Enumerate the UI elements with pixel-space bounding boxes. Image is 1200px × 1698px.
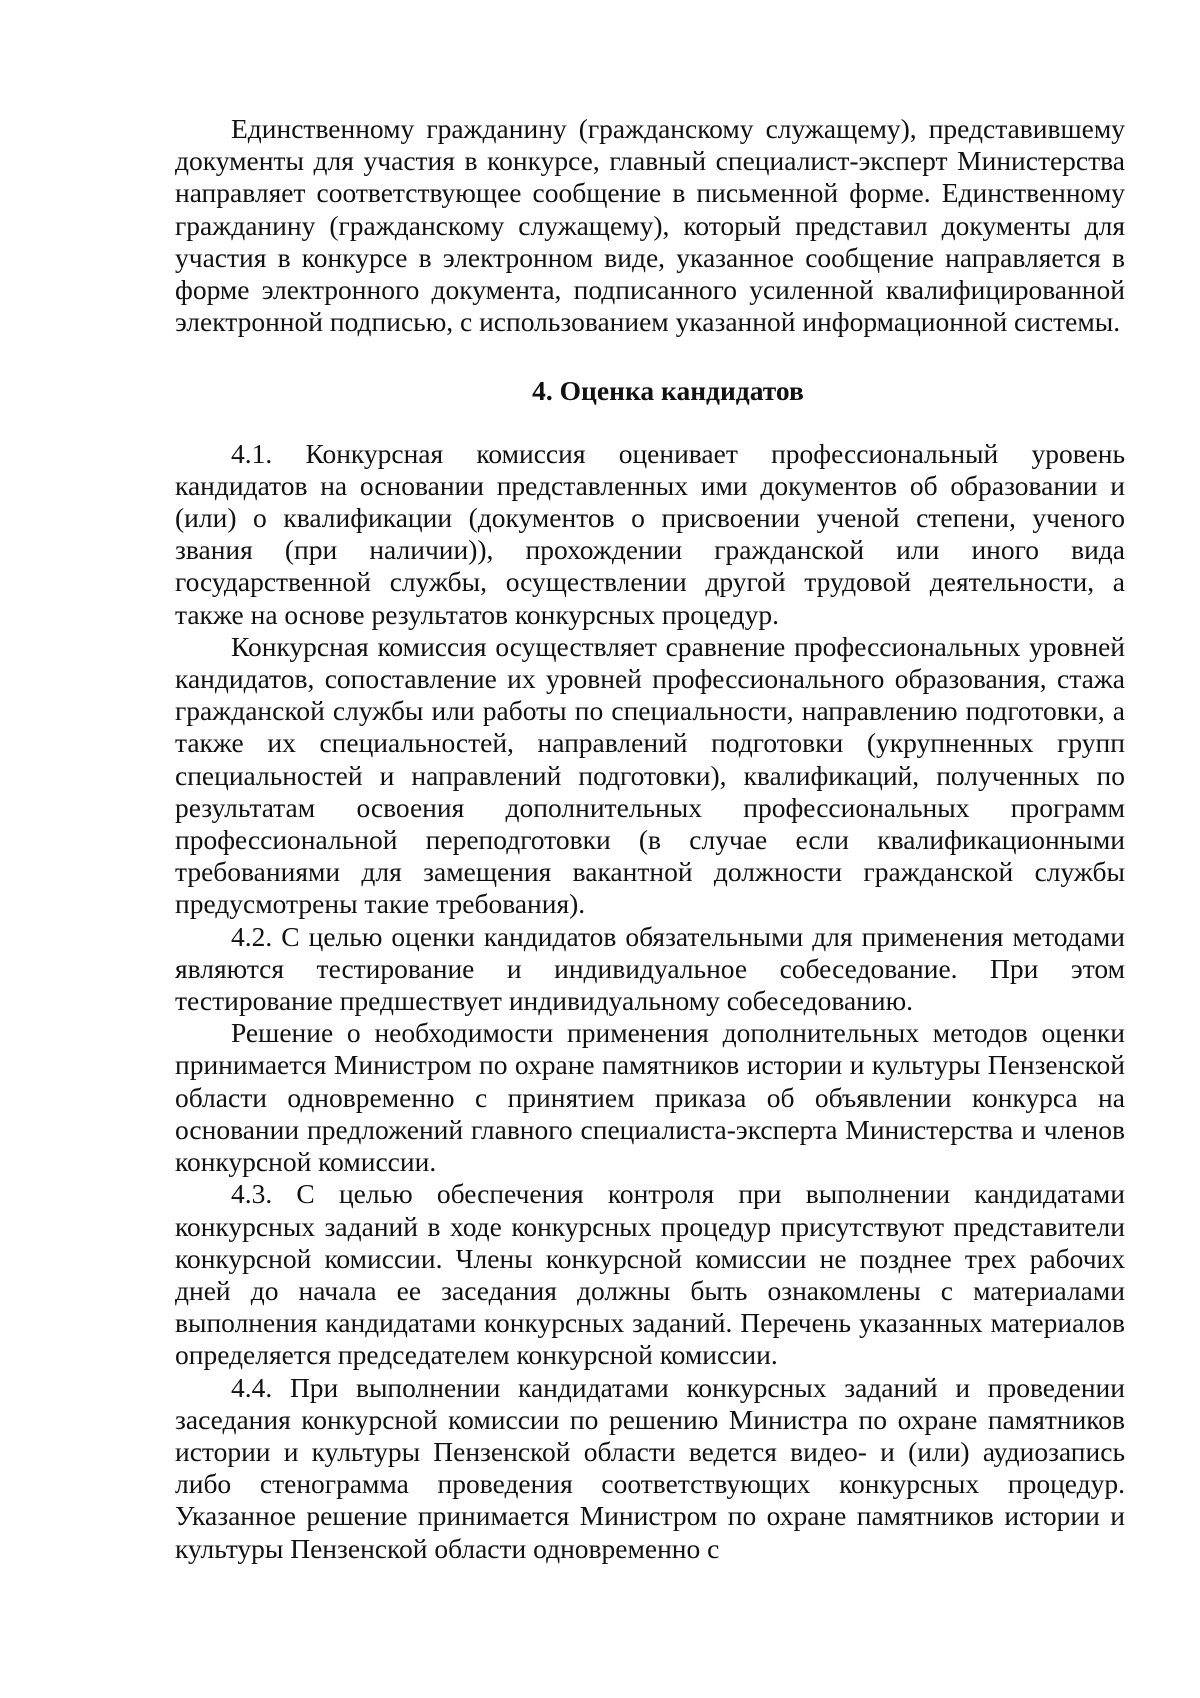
paragraph-4-1: 4.1. Конкурсная комиссия оценивает профессиональный уровень кандидатов на основании представленных ими документов об образовании и (или) о квалификации (документов о присвоении ученой степени, ученого звания (при наличии)), прохождении гражданской или иного вида государственной службы, осуществлении другой трудовой деятельности, а также на основе результатов конкурсных процедур. bbox=[175, 437, 1125, 630]
paragraph-4-3: 4.3. С целью обеспечения контроля при выполнении кандидатами конкурсных заданий в ходе конкурсных процедур присутствуют представители конкурсной комиссии. Члены конкурсной комиссии не позднее трех рабочих дней до начала ее заседания должны быть ознакомлены с материалами выполнения кандидатами конкурсных заданий. Перечень указанных материалов определяется председателем конкурсной комиссии. bbox=[175, 1178, 1125, 1371]
intro-paragraph: Единственному гражданину (гражданскому служащему), представившему документы для участия в конкурсе, главный специалист-эксперт Министерства направляет соответствующее сообщение в письменной форме. Единственному гражданину (гражданскому служащему), который представил документы для участия в конкурсе в электронном виде, указанное сообщение направляется в форме электронного документа, подписанного усиленной квалифицированной электронной подписью, с использованием указанной информационной системы. bbox=[175, 113, 1125, 338]
section-heading: 4. Оценка кандидатов bbox=[532, 375, 804, 407]
paragraph-comparison: Конкурсная комиссия осуществляет сравнение профессиональных уровней кандидатов, сопоставление их уровней профессионального образования, стажа гражданской службы или работы по специальности, направлению подготовки, а также их специальностей, направлений подготовки (укрупненных групп специальностей и направлений подготовки), квалификаций, полученных по результатам освоения дополнительных профессиональных программ профессиональной переподготовки (в случае если квалификационными требованиями для замещения вакантной должности гражданской службы предусмотрены такие требования). bbox=[175, 630, 1125, 920]
paragraph-4-4: 4.4. При выполнении кандидатами конкурсных заданий и проведении заседания конкурсной комиссии по решению Министра по охране памятников истории и культуры Пензенской области ведется видео- и (или) аудиозапись либо стенограмма проведения соответствующих конкурсных процедур. Указанное решение принимается Министром по охране памятников истории и культуры Пензенской области одновременно с bbox=[175, 1371, 1125, 1564]
paragraph-additional-methods: Решение о необходимости применения дополнительных методов оценки принимается Министром по охране памятников истории и культуры Пензенской области одновременно с принятием приказа об объявлении конкурса на основании предложений главного специалиста-эксперта Министерства и членов конкурсной комиссии. bbox=[175, 1017, 1125, 1178]
paragraph-4-2: 4.2. С целью оценки кандидатов обязательными для применения методами являются тестирование и индивидуальное собеседование. При этом тестирование предшествует индивидуальному собеседованию. bbox=[175, 920, 1125, 1017]
